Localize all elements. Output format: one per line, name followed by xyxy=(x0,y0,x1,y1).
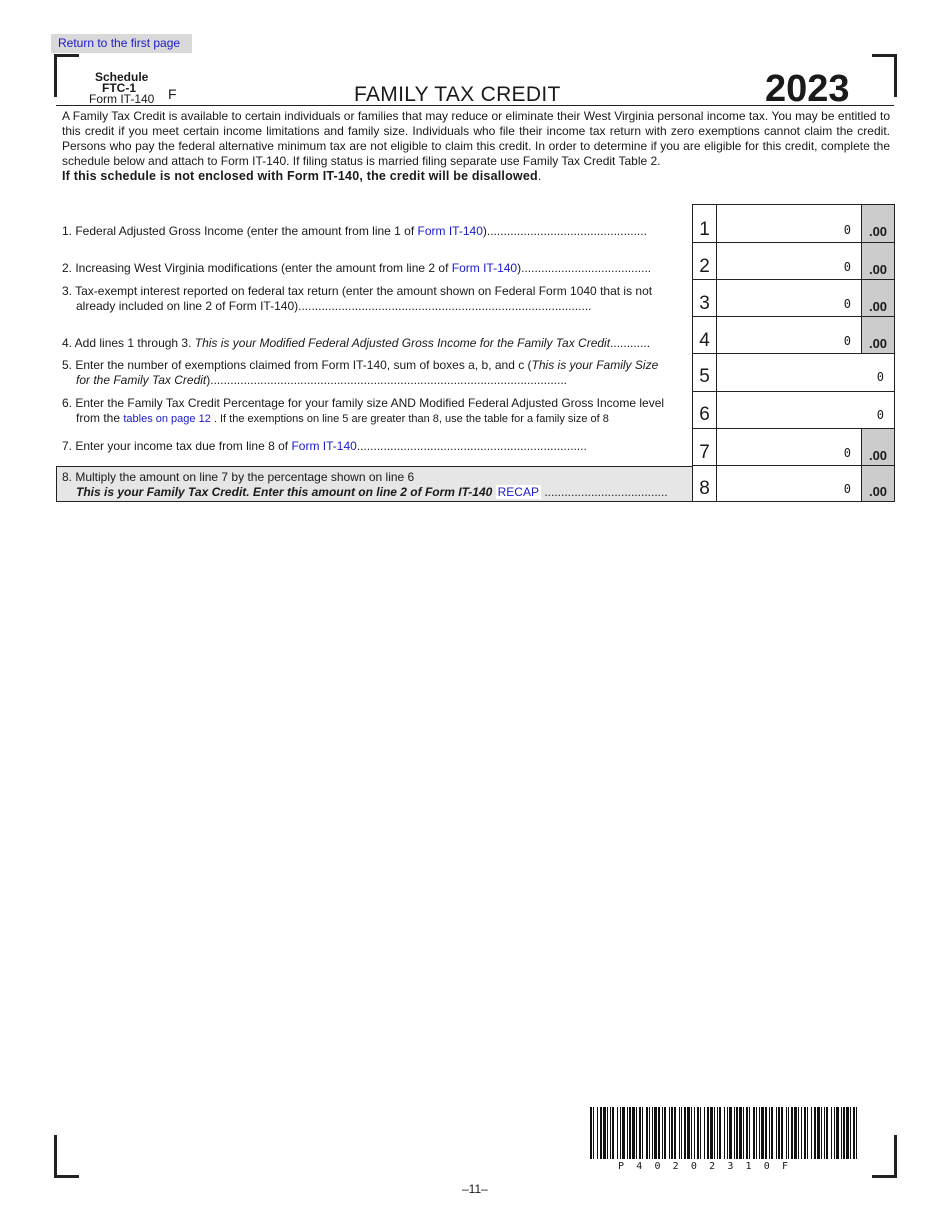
barcode-bar xyxy=(710,1107,713,1159)
barcode-bar xyxy=(658,1107,660,1159)
barcode-bar xyxy=(811,1107,812,1159)
line-7-label xyxy=(62,439,587,454)
line-7-form-link[interactable]: Form IT-140 xyxy=(291,439,357,453)
barcode-bar xyxy=(704,1107,705,1159)
barcode-bar xyxy=(671,1107,673,1159)
line-number-3: 3 xyxy=(693,280,717,317)
barcode-bar xyxy=(807,1107,808,1159)
tax-year: 2023 xyxy=(765,68,850,110)
line-6-percentage-input[interactable]: 0 xyxy=(717,392,894,429)
line-7-text: 7. Enter your income tax due from line 8 of xyxy=(62,439,292,453)
barcode-bar xyxy=(781,1107,783,1159)
barcode-bar xyxy=(771,1107,773,1159)
barcode-bar xyxy=(700,1107,701,1159)
barcode-bar xyxy=(850,1107,851,1159)
barcode-bar xyxy=(765,1107,767,1159)
line-3-text-b: already included on line 2 of Form IT-140)........................................................................................ xyxy=(76,299,592,313)
barcode-bar xyxy=(821,1107,822,1159)
barcode-bar xyxy=(729,1107,732,1159)
line-2-text: 2. Increasing West Virginia modifications (enter the amount from line 2 of xyxy=(62,261,452,275)
barcode-bar xyxy=(697,1107,699,1159)
line-8-label xyxy=(62,470,668,500)
barcode-bar xyxy=(654,1107,657,1159)
line-2-form-link[interactable]: Form IT-140 xyxy=(451,261,518,275)
barcode-bar xyxy=(684,1107,686,1159)
barcode-bar xyxy=(753,1107,755,1159)
line-3-cents: .00 xyxy=(861,280,894,317)
page-title: FAMILY TAX CREDIT xyxy=(354,83,561,106)
form-reference: Form IT-140 xyxy=(89,92,155,106)
line-3-amount-input[interactable]: 0 xyxy=(717,280,861,317)
barcode-bar xyxy=(761,1107,764,1159)
barcode xyxy=(590,1107,857,1159)
corner-mark-top-left xyxy=(54,54,79,97)
barcode-bar xyxy=(646,1107,648,1159)
title-divider xyxy=(56,105,894,106)
line-number-2: 2 xyxy=(693,243,717,280)
barcode-bar xyxy=(853,1107,855,1159)
barcode-bar xyxy=(843,1107,845,1159)
barcode-bar xyxy=(612,1107,614,1159)
barcode-bar xyxy=(603,1107,606,1159)
line-5-exemptions-input[interactable]: 0 xyxy=(717,354,894,392)
barcode-bar xyxy=(801,1107,802,1159)
barcode-bar xyxy=(746,1107,748,1159)
barcode-bar xyxy=(632,1107,635,1159)
line-6-text-a: 6. Enter the Family Tax Credit Percentage for your family size AND Modified Federal Adjusted Gross Income level xyxy=(62,396,665,410)
line-5-italic-b: for the Family Tax Credit xyxy=(76,373,207,387)
barcode-bar xyxy=(794,1107,797,1159)
barcode-bar xyxy=(778,1107,780,1159)
line-6-tail: . If the exemptions on line 5 are greater than 8, use the table for a family size of 8 xyxy=(210,413,609,425)
barcode-bar xyxy=(674,1107,676,1159)
warning-period: . xyxy=(537,169,542,183)
barcode-bar xyxy=(756,1107,757,1159)
line-4-cents: .00 xyxy=(861,317,894,354)
line-7-cents: .00 xyxy=(861,429,894,466)
corner-mark-top-right xyxy=(872,54,897,97)
line-8-recap-link[interactable]: RECAP xyxy=(497,485,539,499)
barcode-bar xyxy=(786,1107,787,1159)
barcode-bar xyxy=(719,1107,721,1159)
line-5-text-a: 5. Enter the number of exemptions claimed from Form IT-140, sum of boxes a, b, and c ( xyxy=(62,358,532,372)
barcode-bar xyxy=(856,1107,857,1159)
line-1-cents: .00 xyxy=(861,205,894,243)
corner-mark-bottom-right xyxy=(872,1135,897,1178)
line-8-text-a: 8. Multiply the amount on line 7 by the percentage shown on line 6 xyxy=(62,470,415,484)
barcode-bar xyxy=(791,1107,793,1159)
line-4-leader: ............ xyxy=(610,336,651,350)
line-number-5: 5 xyxy=(693,354,717,392)
barcode-bar xyxy=(687,1107,690,1159)
line-7-amount-input[interactable]: 0 xyxy=(717,429,861,466)
barcode-bar xyxy=(743,1107,744,1159)
line-8-bold-italic: This is your Family Tax Credit. Enter this amount on line 2 of Form IT-140 xyxy=(76,485,493,499)
barcode-bar xyxy=(629,1107,631,1159)
line-1-label xyxy=(62,224,647,239)
intro-paragraph: A Family Tax Credit is available to certain individuals or families that may reduce or eliminate their West Virginia personal income tax. You may be entitled to this credit if you meet certain income limitations and family size. Individuals who file their income tax return with zero exemptions cannot claim the credit. Persons who pay the federal alternative minimum tax are not eligible to claim this credit. In order to determine if you are eligible for this credit, complete the schedule below and attach to Form IT-140. If filing status is married filing separate use Family Tax Credit Table 2. xyxy=(62,109,890,168)
barcode-bar xyxy=(620,1107,621,1159)
line-5-label xyxy=(62,358,658,388)
line-1-amount-input[interactable]: 0 xyxy=(717,205,861,243)
barcode-bar xyxy=(834,1107,835,1159)
line-6-label xyxy=(62,396,664,427)
barcode-bar xyxy=(610,1107,611,1159)
barcode-bar xyxy=(836,1107,839,1159)
line-2-label xyxy=(62,261,651,276)
barcode-bar xyxy=(846,1107,849,1159)
barcode-bar xyxy=(739,1107,742,1159)
barcode-bar xyxy=(636,1107,637,1159)
barcode-bar xyxy=(734,1107,735,1159)
barcode-bar xyxy=(590,1107,592,1159)
barcode-bar xyxy=(664,1107,666,1159)
line-7-leader: ..................................................................... xyxy=(356,439,587,453)
line-4-text: 4. Add lines 1 through 3. xyxy=(62,336,195,350)
line-8-cents: .00 xyxy=(861,466,894,501)
barcode-bar xyxy=(627,1107,628,1159)
barcode-bar xyxy=(826,1107,828,1159)
barcode-bar xyxy=(841,1107,842,1159)
line-6-tables-link[interactable]: tables on page 12 xyxy=(123,413,211,425)
schedule-label: Schedule xyxy=(95,70,149,84)
line-1-text: 1. Federal Adjusted Gross Income (enter the amount from line 1 of xyxy=(62,224,418,238)
line-4-label xyxy=(62,336,650,351)
line-4-amount-input[interactable]: 0 xyxy=(717,317,861,354)
barcode-bar xyxy=(776,1107,777,1159)
line-5-italic-a: This is your Family Size xyxy=(531,358,659,372)
barcode-bar xyxy=(798,1107,799,1159)
barcode-bar xyxy=(662,1107,663,1159)
line-number-1: 1 xyxy=(693,205,717,243)
barcode-bar xyxy=(788,1107,789,1159)
barcode-bar xyxy=(749,1107,750,1159)
line-4-italic: This is your Modified Federal Adjusted Gross Income for the Family Tax Credit xyxy=(194,336,611,350)
line-3-text-a: 3. Tax-exempt interest reported on federal tax return (enter the amount shown on Federal Form 1040 that is not xyxy=(62,284,653,298)
barcode-bar xyxy=(824,1107,825,1159)
barcode-bar xyxy=(597,1107,598,1159)
schedule-code: FTC-1 xyxy=(102,81,136,95)
line-6-text-b: from the xyxy=(76,411,124,425)
barcode-bar xyxy=(600,1107,602,1159)
barcode-bar xyxy=(759,1107,760,1159)
line-1-form-link[interactable]: Form IT-140 xyxy=(417,224,483,238)
barcode-bar xyxy=(691,1107,692,1159)
barcode-bar xyxy=(707,1107,709,1159)
barcode-bar xyxy=(622,1107,625,1159)
line-number-4: 4 xyxy=(693,317,717,354)
line-2-leader: )....................................... xyxy=(517,261,652,275)
line-8-leader: ..................................... xyxy=(540,485,668,499)
barcode-bar xyxy=(814,1107,816,1159)
barcode-bar xyxy=(642,1107,643,1159)
line-2-cents: .00 xyxy=(861,243,894,280)
entry-table xyxy=(692,204,895,502)
barcode-bar xyxy=(639,1107,641,1159)
barcode-bar xyxy=(681,1107,682,1159)
barcode-bar xyxy=(652,1107,653,1159)
barcode-bar xyxy=(649,1107,650,1159)
corner-mark-bottom-left xyxy=(54,1135,79,1178)
line-1-leader: )................................................ xyxy=(482,224,647,238)
barcode-bar xyxy=(724,1107,725,1159)
line-number-6: 6 xyxy=(693,392,717,429)
line-8-amount-input[interactable]: 0 xyxy=(843,482,851,496)
barcode-bar xyxy=(694,1107,695,1159)
line-number-7: 7 xyxy=(693,429,717,466)
line-5-leader: )........................................................................................................... xyxy=(206,373,567,387)
barcode-bar xyxy=(727,1107,728,1159)
line-number-8: 8 xyxy=(693,466,717,501)
barcode-bar xyxy=(804,1107,806,1159)
page-number: –11– xyxy=(462,1182,488,1196)
barcode-bar xyxy=(817,1107,820,1159)
barcode-bar xyxy=(593,1107,594,1159)
barcode-text: P40202310F xyxy=(618,1161,801,1172)
disallowed-warning xyxy=(62,169,542,183)
barcode-bar xyxy=(607,1107,608,1159)
barcode-bar xyxy=(617,1107,618,1159)
barcode-bar xyxy=(831,1107,832,1159)
barcode-bar xyxy=(736,1107,738,1159)
barcode-bar xyxy=(769,1107,770,1159)
form-flag: F xyxy=(168,86,177,102)
barcode-bar xyxy=(679,1107,680,1159)
line-3-label xyxy=(62,284,652,314)
barcode-bar xyxy=(717,1107,718,1159)
warning-text: If this schedule is not enclosed with Form IT-140, the credit will be disallowed xyxy=(62,169,538,183)
barcode-bar xyxy=(669,1107,670,1159)
line-2-amount-input[interactable]: 0 xyxy=(717,243,861,280)
return-to-first-page-link[interactable]: Return to the first page xyxy=(51,34,192,53)
barcode-bar xyxy=(714,1107,715,1159)
